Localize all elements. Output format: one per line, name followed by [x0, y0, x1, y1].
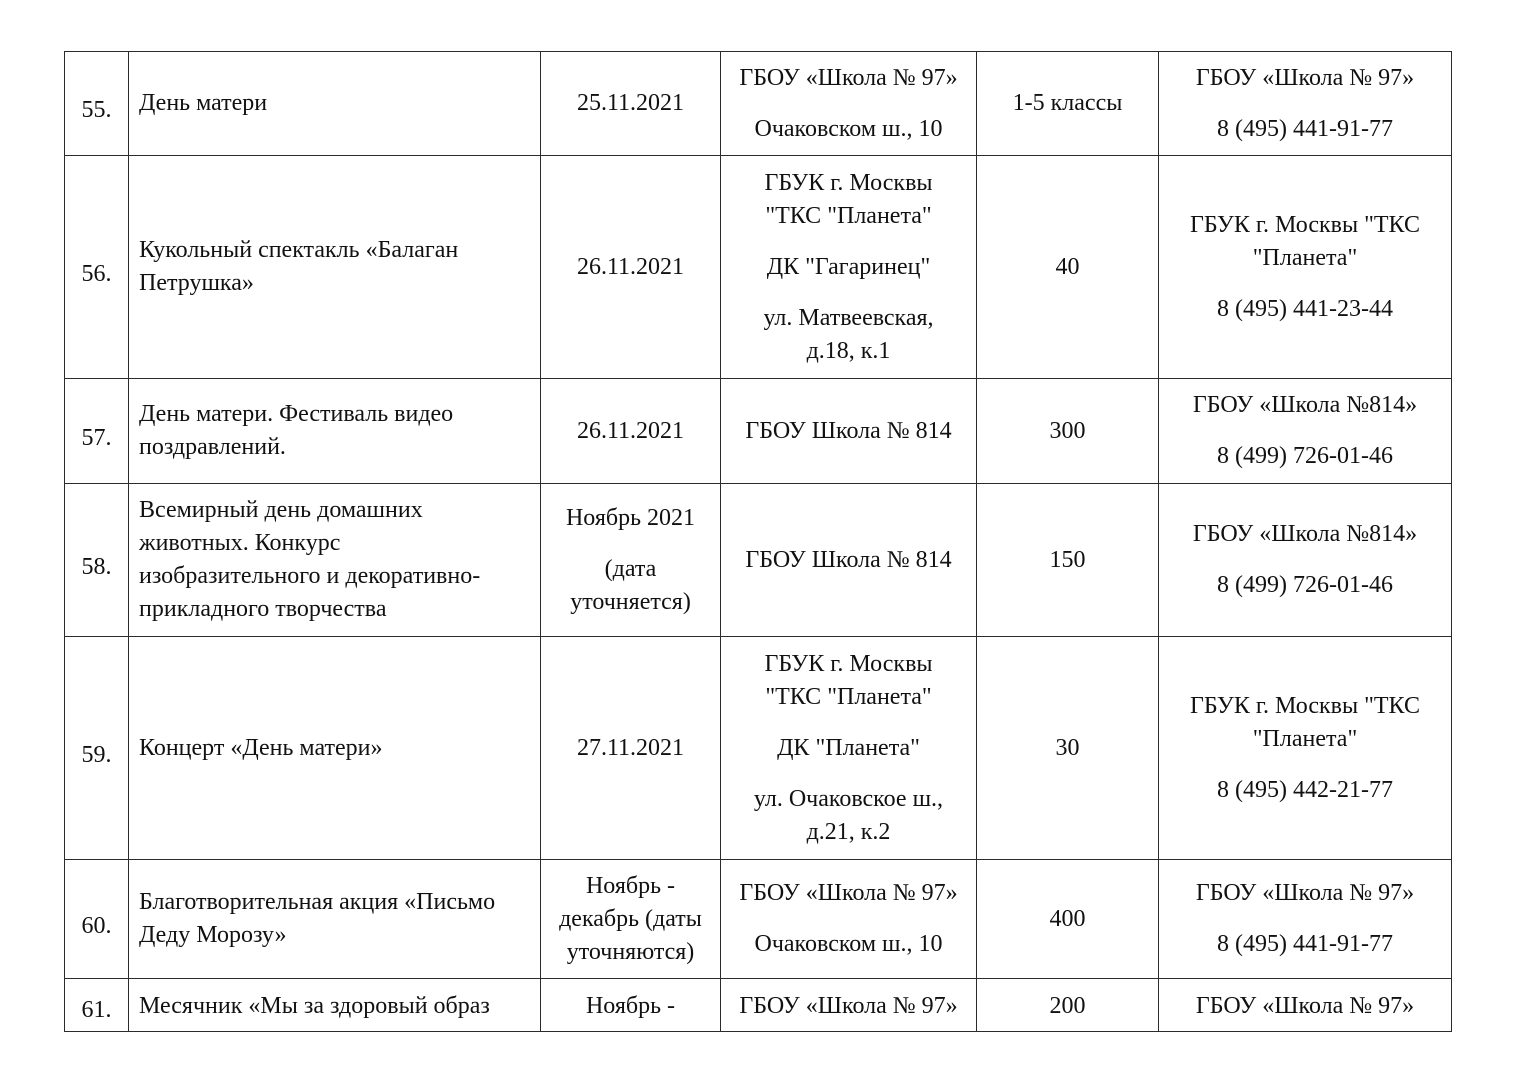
cell-line: ДК "Гагаринец" — [766, 253, 931, 280]
cell-line: ГБОУ «Школа № 97» — [1195, 880, 1415, 906]
event-place — [721, 156, 977, 379]
organizer-contact — [1159, 379, 1452, 484]
event-title-line: Месячник «Мы за здоровый образ — [139, 993, 490, 1019]
cell-line: "ТКС "Планета" — [765, 202, 932, 229]
participants-count: 30 — [977, 637, 1159, 860]
row-number: 57. — [65, 379, 129, 484]
cell-line: 8 (495) 441-91-77 — [1217, 115, 1393, 142]
cell-line: декабрь (даты — [559, 905, 702, 932]
cell-line: 8 (499) 726-01-46 — [1217, 572, 1393, 598]
event-place — [721, 637, 977, 860]
cell-line: 26.11.2021 — [576, 417, 685, 444]
cell-line: (дата — [604, 555, 657, 582]
cell-line: Ноябрь - — [585, 993, 676, 1019]
event-date — [541, 637, 721, 860]
cell-line: уточняются) — [566, 938, 695, 965]
participants-count: 300 — [977, 379, 1159, 484]
cell-line: ГБОУ «Школа № 97» — [739, 880, 958, 906]
event-title — [129, 156, 541, 379]
event-date — [541, 156, 721, 379]
cell-line: Очаковском ш., 10 — [754, 931, 943, 957]
event-date — [541, 484, 721, 637]
paragraph-gap — [721, 765, 976, 783]
table-row — [65, 860, 1452, 979]
event-title-line: День матери. Фестиваль видео — [139, 401, 454, 427]
organizer-contact — [1159, 484, 1452, 637]
event-title — [129, 979, 541, 1032]
cell-line: ГБОУ «Школа № 97» — [739, 993, 958, 1019]
event-title — [129, 379, 541, 484]
cell-line: ул. Очаковское ш., — [753, 785, 944, 812]
organizer-contact — [1159, 979, 1452, 1032]
paragraph-gap — [1159, 551, 1451, 569]
event-place — [721, 52, 977, 156]
cell-line: "Планета" — [1252, 244, 1358, 271]
cell-line: д.21, к.2 — [806, 818, 891, 845]
cell-line: ГБУК г. Москвы — [764, 650, 933, 677]
paragraph-gap — [1159, 95, 1451, 113]
cell-line: ул. Матвеевская, — [763, 304, 934, 331]
event-place — [721, 979, 977, 1032]
row-number: 56. — [65, 156, 129, 379]
event-title-line: День матери — [139, 90, 268, 116]
cell-line: ДК "Планета" — [777, 734, 920, 761]
cell-line: 26.11.2021 — [576, 253, 685, 280]
paragraph-gap — [721, 284, 976, 302]
cell-line: "ТКС "Планета" — [765, 683, 932, 710]
event-title-line: Деду Морозу» — [139, 922, 287, 948]
participants-count: 400 — [977, 860, 1159, 979]
event-title-line: поздравлений. — [139, 434, 286, 460]
paragraph-gap — [721, 910, 976, 928]
cell-line: ГБОУ «Школа № 97» — [1195, 993, 1415, 1019]
event-title — [129, 637, 541, 860]
row-number: 55. — [65, 52, 129, 156]
event-date — [541, 52, 721, 156]
event-title — [129, 52, 541, 156]
cell-line: 8 (495) 441-91-77 — [1217, 931, 1393, 957]
event-place — [721, 860, 977, 979]
row-number: 60. — [65, 860, 129, 979]
participants-count: 150 — [977, 484, 1159, 637]
cell-line: ГБУК г. Москвы "ТКС — [1190, 211, 1420, 238]
participants-count: 40 — [977, 156, 1159, 379]
paragraph-gap — [1159, 756, 1451, 774]
table-row — [65, 379, 1452, 484]
event-title-line: Всемирный день домашних — [139, 497, 423, 523]
cell-line: д.18, к.1 — [806, 337, 891, 364]
event-title-line: животных. Конкурс — [139, 530, 341, 556]
cell-line: ГБОУ Школа № 814 — [745, 417, 952, 444]
participants-count: 200 — [977, 979, 1159, 1032]
cell-line: ГБОУ Школа № 814 — [745, 546, 952, 573]
cell-line: 8 (495) 442-21-77 — [1217, 776, 1393, 803]
paragraph-gap — [721, 95, 976, 113]
paragraph-gap — [541, 535, 720, 553]
event-date — [541, 860, 721, 979]
paragraph-gap — [1159, 275, 1451, 293]
cell-line: ГБУК г. Москвы — [764, 169, 933, 196]
paragraph-gap — [721, 233, 976, 251]
cell-line: 27.11.2021 — [576, 734, 685, 761]
event-title-line: прикладного творчества — [139, 596, 387, 622]
cell-line: 8 (499) 726-01-46 — [1217, 443, 1393, 469]
row-number: 59. — [65, 637, 129, 860]
cell-line: ГБОУ «Школа №814» — [1192, 392, 1418, 418]
event-title — [129, 860, 541, 979]
organizer-contact — [1159, 860, 1452, 979]
event-title-line: Благотворительная акция «Письмо — [139, 889, 496, 915]
participants-count: 1-5 классы — [977, 52, 1159, 156]
event-title-line: Кукольный спектакль «Балаган — [139, 237, 459, 263]
cell-line: ГБУК г. Москвы "ТКС — [1190, 692, 1420, 719]
cell-line: ГБОУ «Школа №814» — [1192, 521, 1418, 547]
table-row — [65, 484, 1452, 637]
event-place — [721, 484, 977, 637]
cell-line: 8 (495) 441-23-44 — [1217, 295, 1393, 322]
row-number: 58. — [65, 484, 129, 637]
cell-line: уточняется) — [570, 588, 691, 615]
paragraph-gap — [721, 714, 976, 732]
event-place — [721, 379, 977, 484]
table-row — [65, 637, 1452, 860]
organizer-contact — [1159, 52, 1452, 156]
event-title-line: Концерт «День матери» — [139, 734, 383, 761]
cell-line: ГБОУ «Школа № 97» — [739, 64, 958, 91]
paragraph-gap — [1159, 910, 1451, 928]
table-row — [65, 979, 1452, 1032]
table-row — [65, 156, 1452, 379]
cell-line: Очаковском ш., 10 — [754, 115, 943, 142]
row-number: 61. — [65, 979, 129, 1032]
paragraph-gap — [1159, 422, 1451, 440]
event-title-line: Петрушка» — [139, 270, 254, 296]
event-title-line: изобразительного и декоративно- — [139, 563, 481, 589]
event-date — [541, 979, 721, 1032]
organizer-contact — [1159, 156, 1452, 379]
cell-line: 25.11.2021 — [576, 90, 685, 116]
cell-line: Ноябрь - — [585, 872, 676, 899]
table-row — [65, 52, 1452, 156]
event-date — [541, 379, 721, 484]
event-title — [129, 484, 541, 637]
events-table — [64, 51, 1452, 1032]
cell-line: "Планета" — [1252, 725, 1358, 752]
organizer-contact — [1159, 637, 1452, 860]
cell-line: ГБОУ «Школа № 97» — [1195, 64, 1415, 91]
cell-line: Ноябрь 2021 — [565, 504, 696, 531]
